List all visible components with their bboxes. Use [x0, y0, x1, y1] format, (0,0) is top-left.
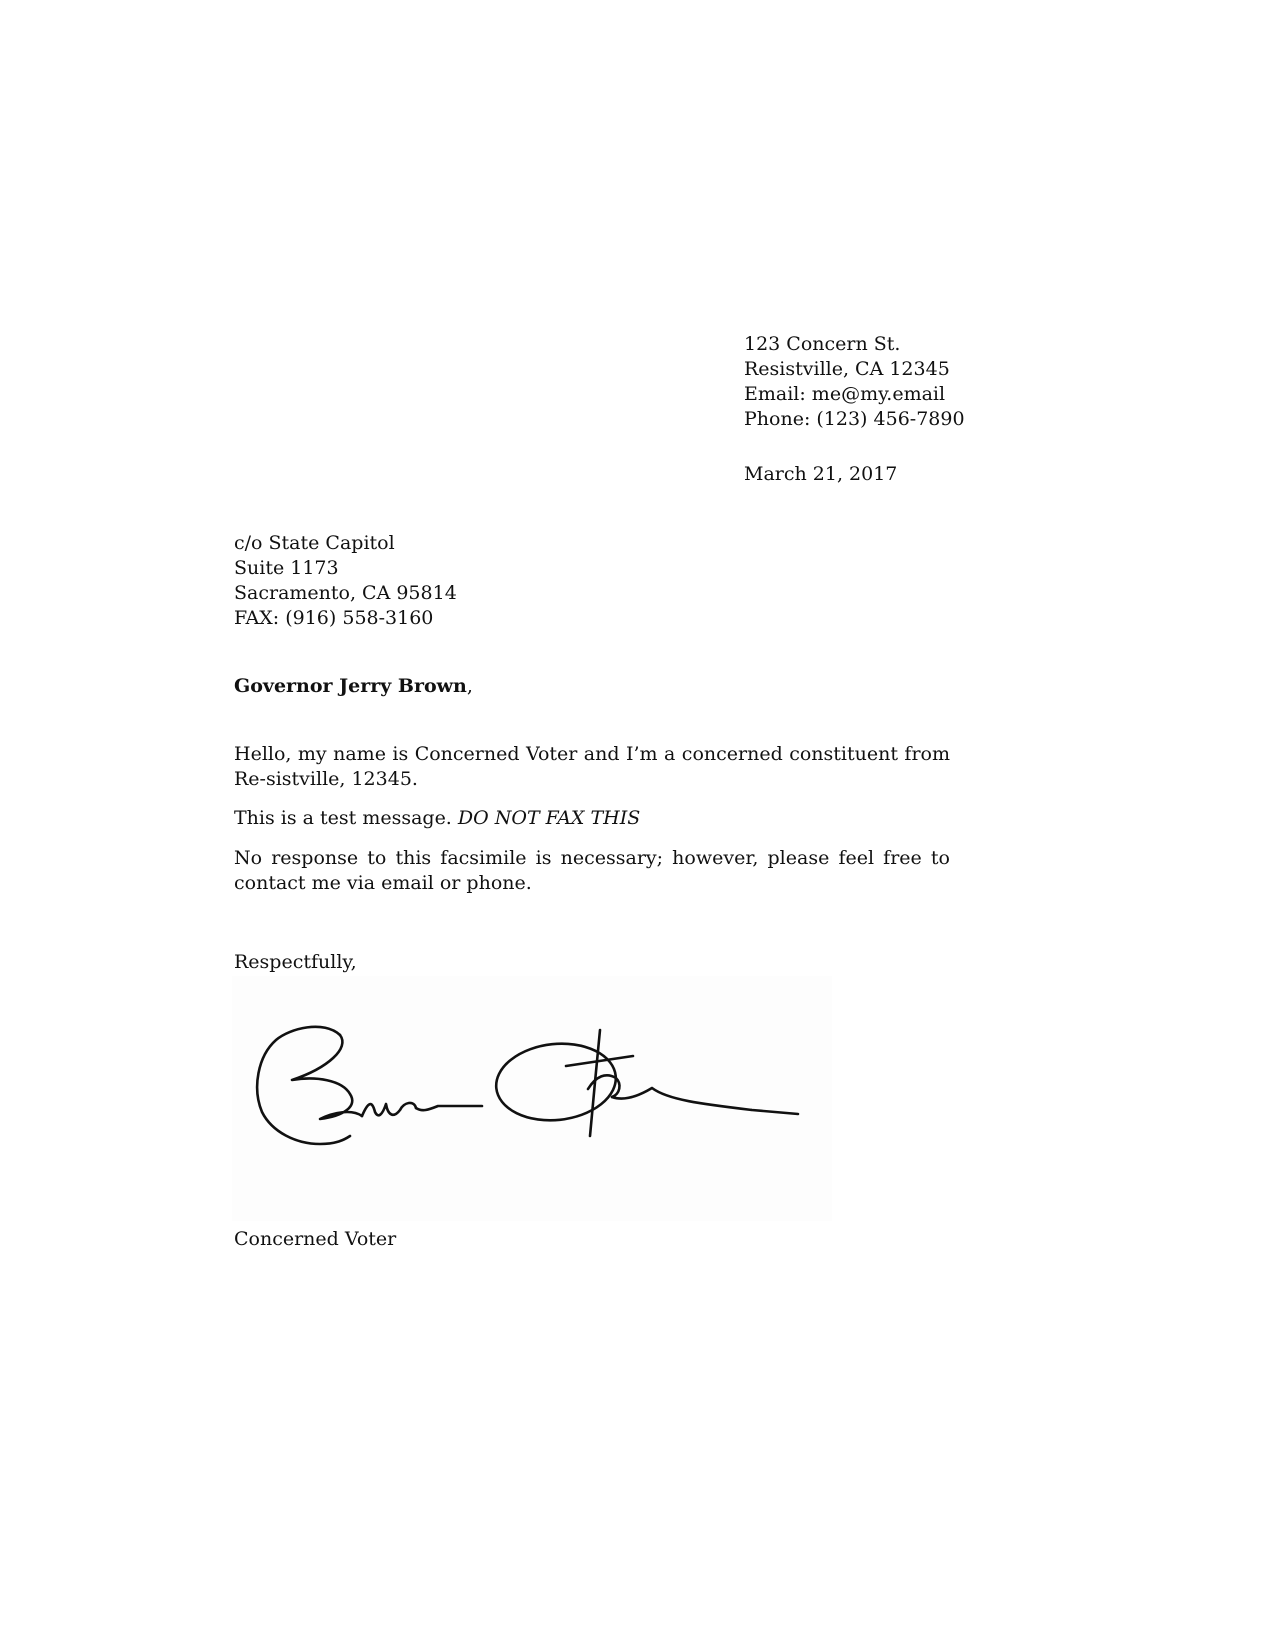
- body-paragraph-1: Hello, my name is Concerned Voter and I’m a concerned constituent from Re-sistville, 12345.: [234, 743, 950, 790]
- signature-image: [232, 976, 832, 1221]
- recipient-address-block: [234, 531, 457, 631]
- sender-phone: Phone: (123) 456-7890: [744, 408, 965, 430]
- closing: Respectfully,: [234, 951, 357, 973]
- recipient-line-1: c/o State Capitol: [234, 532, 395, 554]
- letter-date: March 21, 2017: [744, 463, 898, 485]
- sender-address-block: [744, 332, 965, 432]
- salutation: [234, 674, 473, 699]
- signer-name: Concerned Voter: [234, 1228, 397, 1250]
- recipient-fax: FAX: (916) 558-3160: [234, 607, 434, 629]
- body-paragraph-2-emphasis: DO NOT FAX THIS: [457, 807, 641, 829]
- body-paragraph-2: [234, 806, 950, 831]
- salutation-name: Governor Jerry Brown: [234, 675, 467, 697]
- body-paragraph-3: No response to this facsimile is necessary; however, please feel free to contact me via email or phone.: [234, 847, 950, 894]
- salutation-punctuation: ,: [466, 675, 473, 697]
- recipient-line-2: Suite 1173: [234, 557, 339, 579]
- sender-email: Email: me@my.email: [744, 383, 946, 405]
- sender-city: Resistville, CA 12345: [744, 358, 950, 380]
- recipient-line-3: Sacramento, CA 95814: [234, 582, 457, 604]
- sender-street: 123 Concern St.: [744, 333, 901, 355]
- body-paragraph-2-text: This is a test message.: [234, 807, 452, 829]
- signature-drawing: [232, 976, 832, 1221]
